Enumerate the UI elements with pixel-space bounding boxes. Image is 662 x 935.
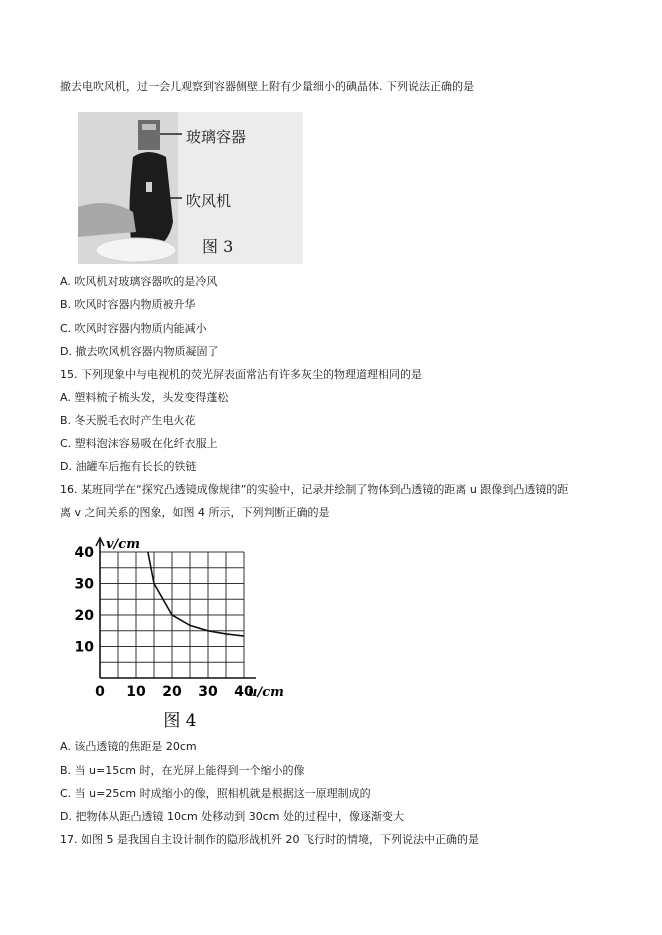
hair-dryer-shape: [130, 152, 174, 250]
hair-dryer-label: 吹风机: [186, 192, 232, 210]
q14-option-c: C. 吹风时容器内物质内能减小: [60, 322, 207, 335]
q15-option-c: C. 塑料泡沫容易吸在化纤衣服上: [60, 437, 218, 450]
x-tick-label-40: 40: [234, 684, 254, 700]
q15-option-d: D. 油罐车后拖有长长的铁链: [60, 460, 197, 473]
figure-4-chart: [70, 528, 290, 738]
x-axis-label: u/cm: [248, 685, 284, 700]
y-tick-label-30: 30: [74, 576, 94, 593]
x-tick-label-30: 30: [198, 684, 218, 700]
q14-option-b: B. 吹风时容器内物质被升华: [60, 298, 196, 311]
glass-container-label: 玻璃容器: [186, 128, 247, 146]
q15-option-a: A. 塑料梳子梳头发，头发变得蓬松: [60, 391, 229, 404]
q16-option-a: A. 该凸透镜的焦距是 20cm: [60, 740, 197, 753]
q17-stem: 17. 如图 5 是我国自主设计制作的隐形战机歼 20 飞行时的情境，下列说法中正确的是: [60, 833, 479, 846]
q15-stem: 15. 下列现象中与电视机的荧光屏表面常沾有许多灰尘的物理道理相同的是: [60, 368, 422, 381]
x-tick-label-20: 20: [162, 684, 182, 700]
intro-text: 撤去电吹风机，过一会儿观察到容器侧壁上附有少量细小的碘晶体. 下列说法正确的是: [60, 80, 474, 93]
q16-stem-line1: 16. 某班同学在“探究凸透镜成像规律”的实验中，记录并绘制了物体到凸透镜的距离 u 跟像到凸透镜的距: [60, 483, 569, 496]
q16-option-d: D. 把物体从距凸透镜 10cm 处移动到 30cm 处的过程中，像逐渐变大: [60, 810, 404, 823]
y-tick-label-10: 10: [74, 639, 94, 656]
x-tick-label-0: 0: [95, 684, 105, 700]
figure-4: [70, 528, 290, 738]
q15-option-b: B. 冬天脱毛衣时产生电火花: [60, 414, 196, 427]
y-tick-label-20: 20: [74, 608, 94, 624]
x-tick-label-10: 10: [126, 684, 146, 700]
q14-option-a: A. 吹风机对玻璃容器吹的是冷风: [60, 275, 218, 288]
figure-4-caption: 图 4: [163, 711, 197, 731]
q16-stem-line2: 离 v 之间关系的图象，如图 4 所示，下列判断正确的是: [60, 506, 330, 519]
y-tick-label-40: 40: [74, 545, 94, 561]
q16-option-c: C. 当 u=25cm 时成缩小的像，照相机就是根据这一原理制成的: [60, 787, 371, 800]
figure-3-caption: 图 3: [202, 237, 234, 256]
figure-3: [78, 112, 303, 264]
q16-option-b: B. 当 u=15cm 时，在光屏上能得到一个缩小的像: [60, 764, 305, 777]
u-v-curve: [148, 552, 244, 636]
y-axis-label: v/cm: [106, 537, 140, 552]
q14-option-d: D. 撤去吹风机容器内物质凝固了: [60, 345, 219, 358]
